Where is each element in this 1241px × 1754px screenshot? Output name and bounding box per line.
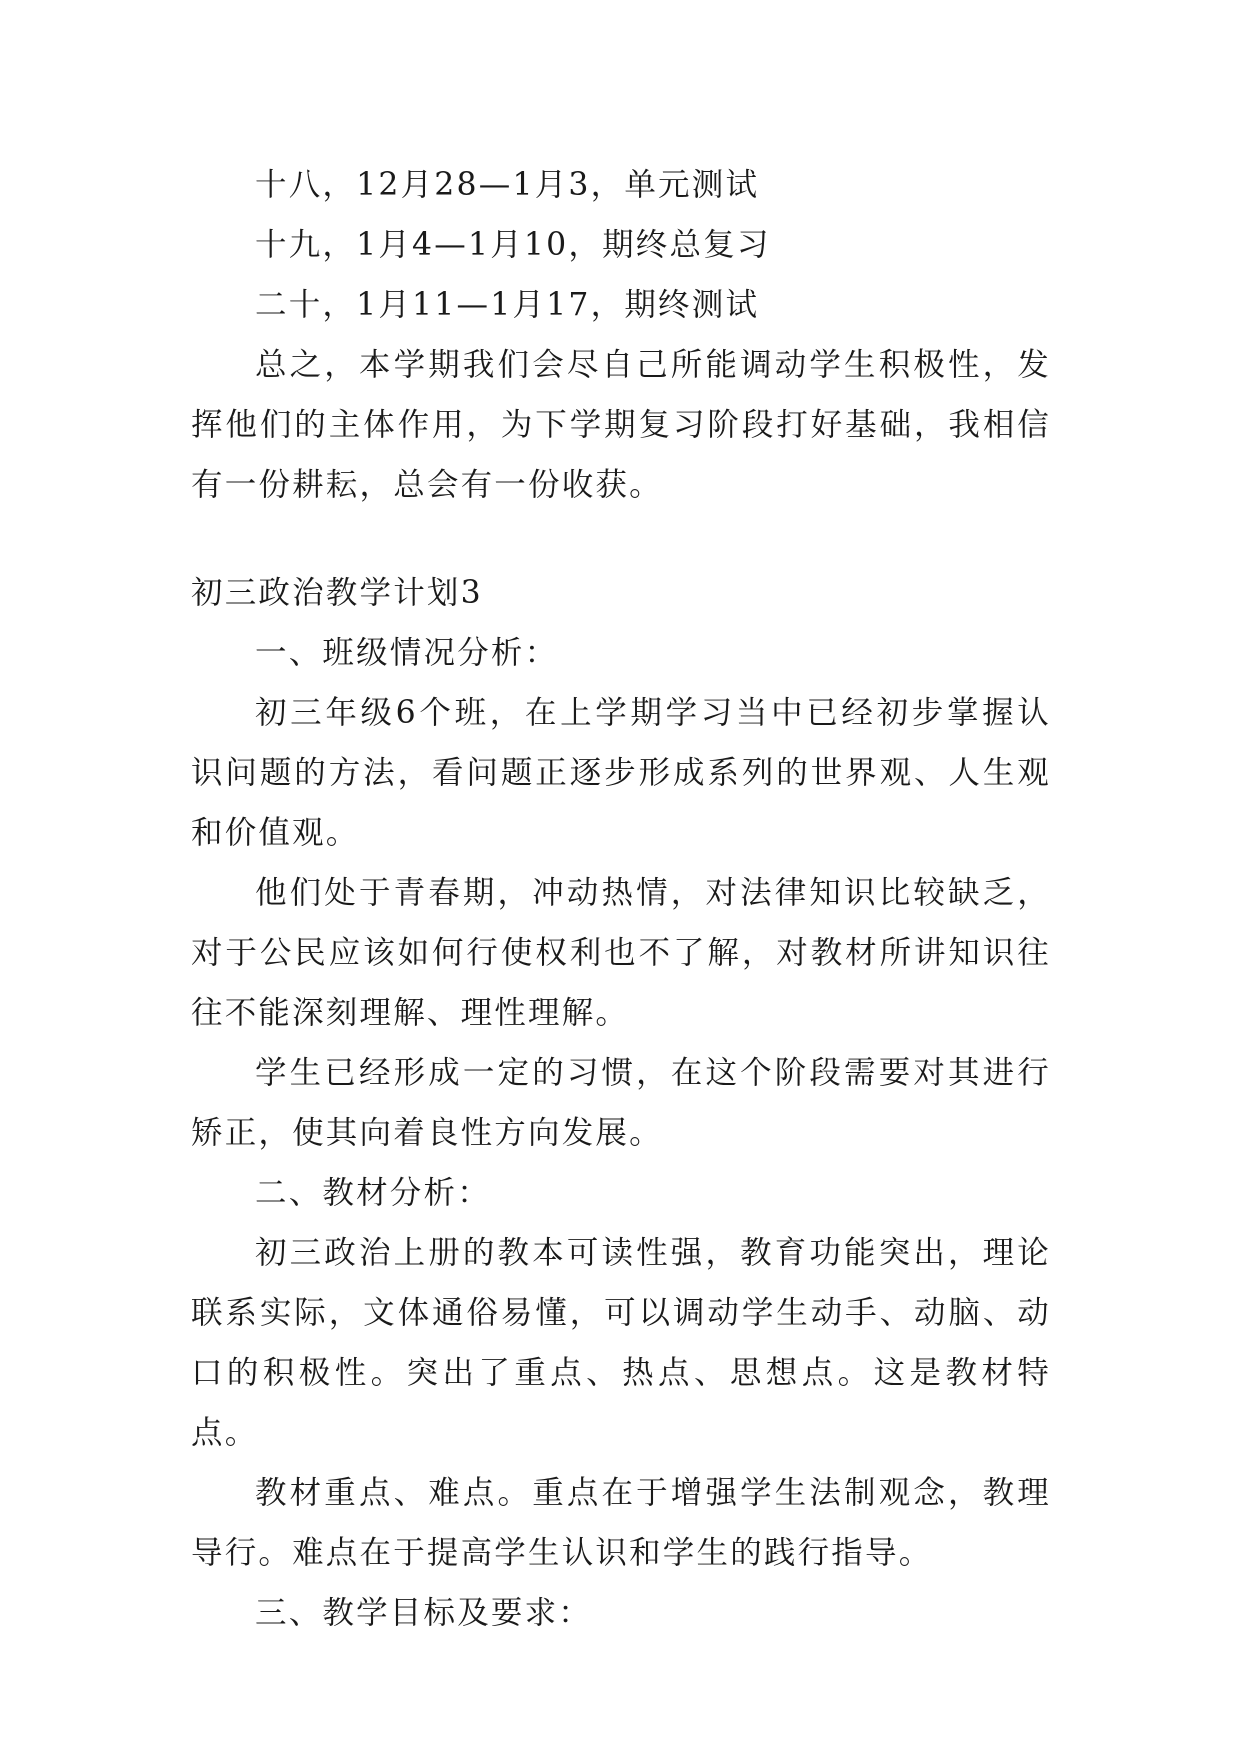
section-title: 初三政治教学计划3 xyxy=(191,575,483,611)
textbook-analysis-paragraph-2: 教材重点、难点。重点在于增强学生法制观念，教理导行。难点在于提高学生认识和学生的践行指导。 xyxy=(191,1475,1051,1571)
schedule-week-19: 十九，1月4—1月10，期终总复习 xyxy=(255,227,771,263)
textbook-analysis-heading: 二、教材分析： xyxy=(255,1175,491,1211)
teaching-goals-heading: 三、教学目标及要求： xyxy=(255,1595,593,1631)
class-analysis-heading: 一、班级情况分析： xyxy=(255,635,559,671)
schedule-week-18: 十八，12月28—1月3，单元测试 xyxy=(255,167,760,203)
textbook-analysis-paragraph-1: 初三政治上册的教本可读性强，教育功能突出，理论联系实际，文体通俗易懂，可以调动学生动手、动脑、动口的积极性。突出了重点、热点、思想点。这是教材特点。 xyxy=(191,1235,1051,1451)
class-analysis-paragraph-3: 学生已经形成一定的习惯，在这个阶段需要对其进行矫正，使其向着良性方向发展。 xyxy=(191,1055,1051,1151)
class-analysis-paragraph-1: 初三年级6个班，在上学期学习当中已经初步掌握认识问题的方法，看问题正逐步形成系列的世界观、人生观和价值观。 xyxy=(191,695,1051,851)
summary-paragraph: 总之，本学期我们会尽自己所能调动学生积极性，发挥他们的主体作用，为下学期复习阶段打好基础，我相信有一份耕耘，总会有一份收获。 xyxy=(191,347,1051,503)
schedule-week-20: 二十，1月11—1月17，期终测试 xyxy=(255,287,760,323)
document-body xyxy=(191,155,1051,1643)
class-analysis-paragraph-2: 他们处于青春期，冲动热情，对法律知识比较缺乏，对于公民应该如何行使权利也不了解，对教材所讲知识往往不能深刻理解、理性理解。 xyxy=(191,875,1051,1031)
